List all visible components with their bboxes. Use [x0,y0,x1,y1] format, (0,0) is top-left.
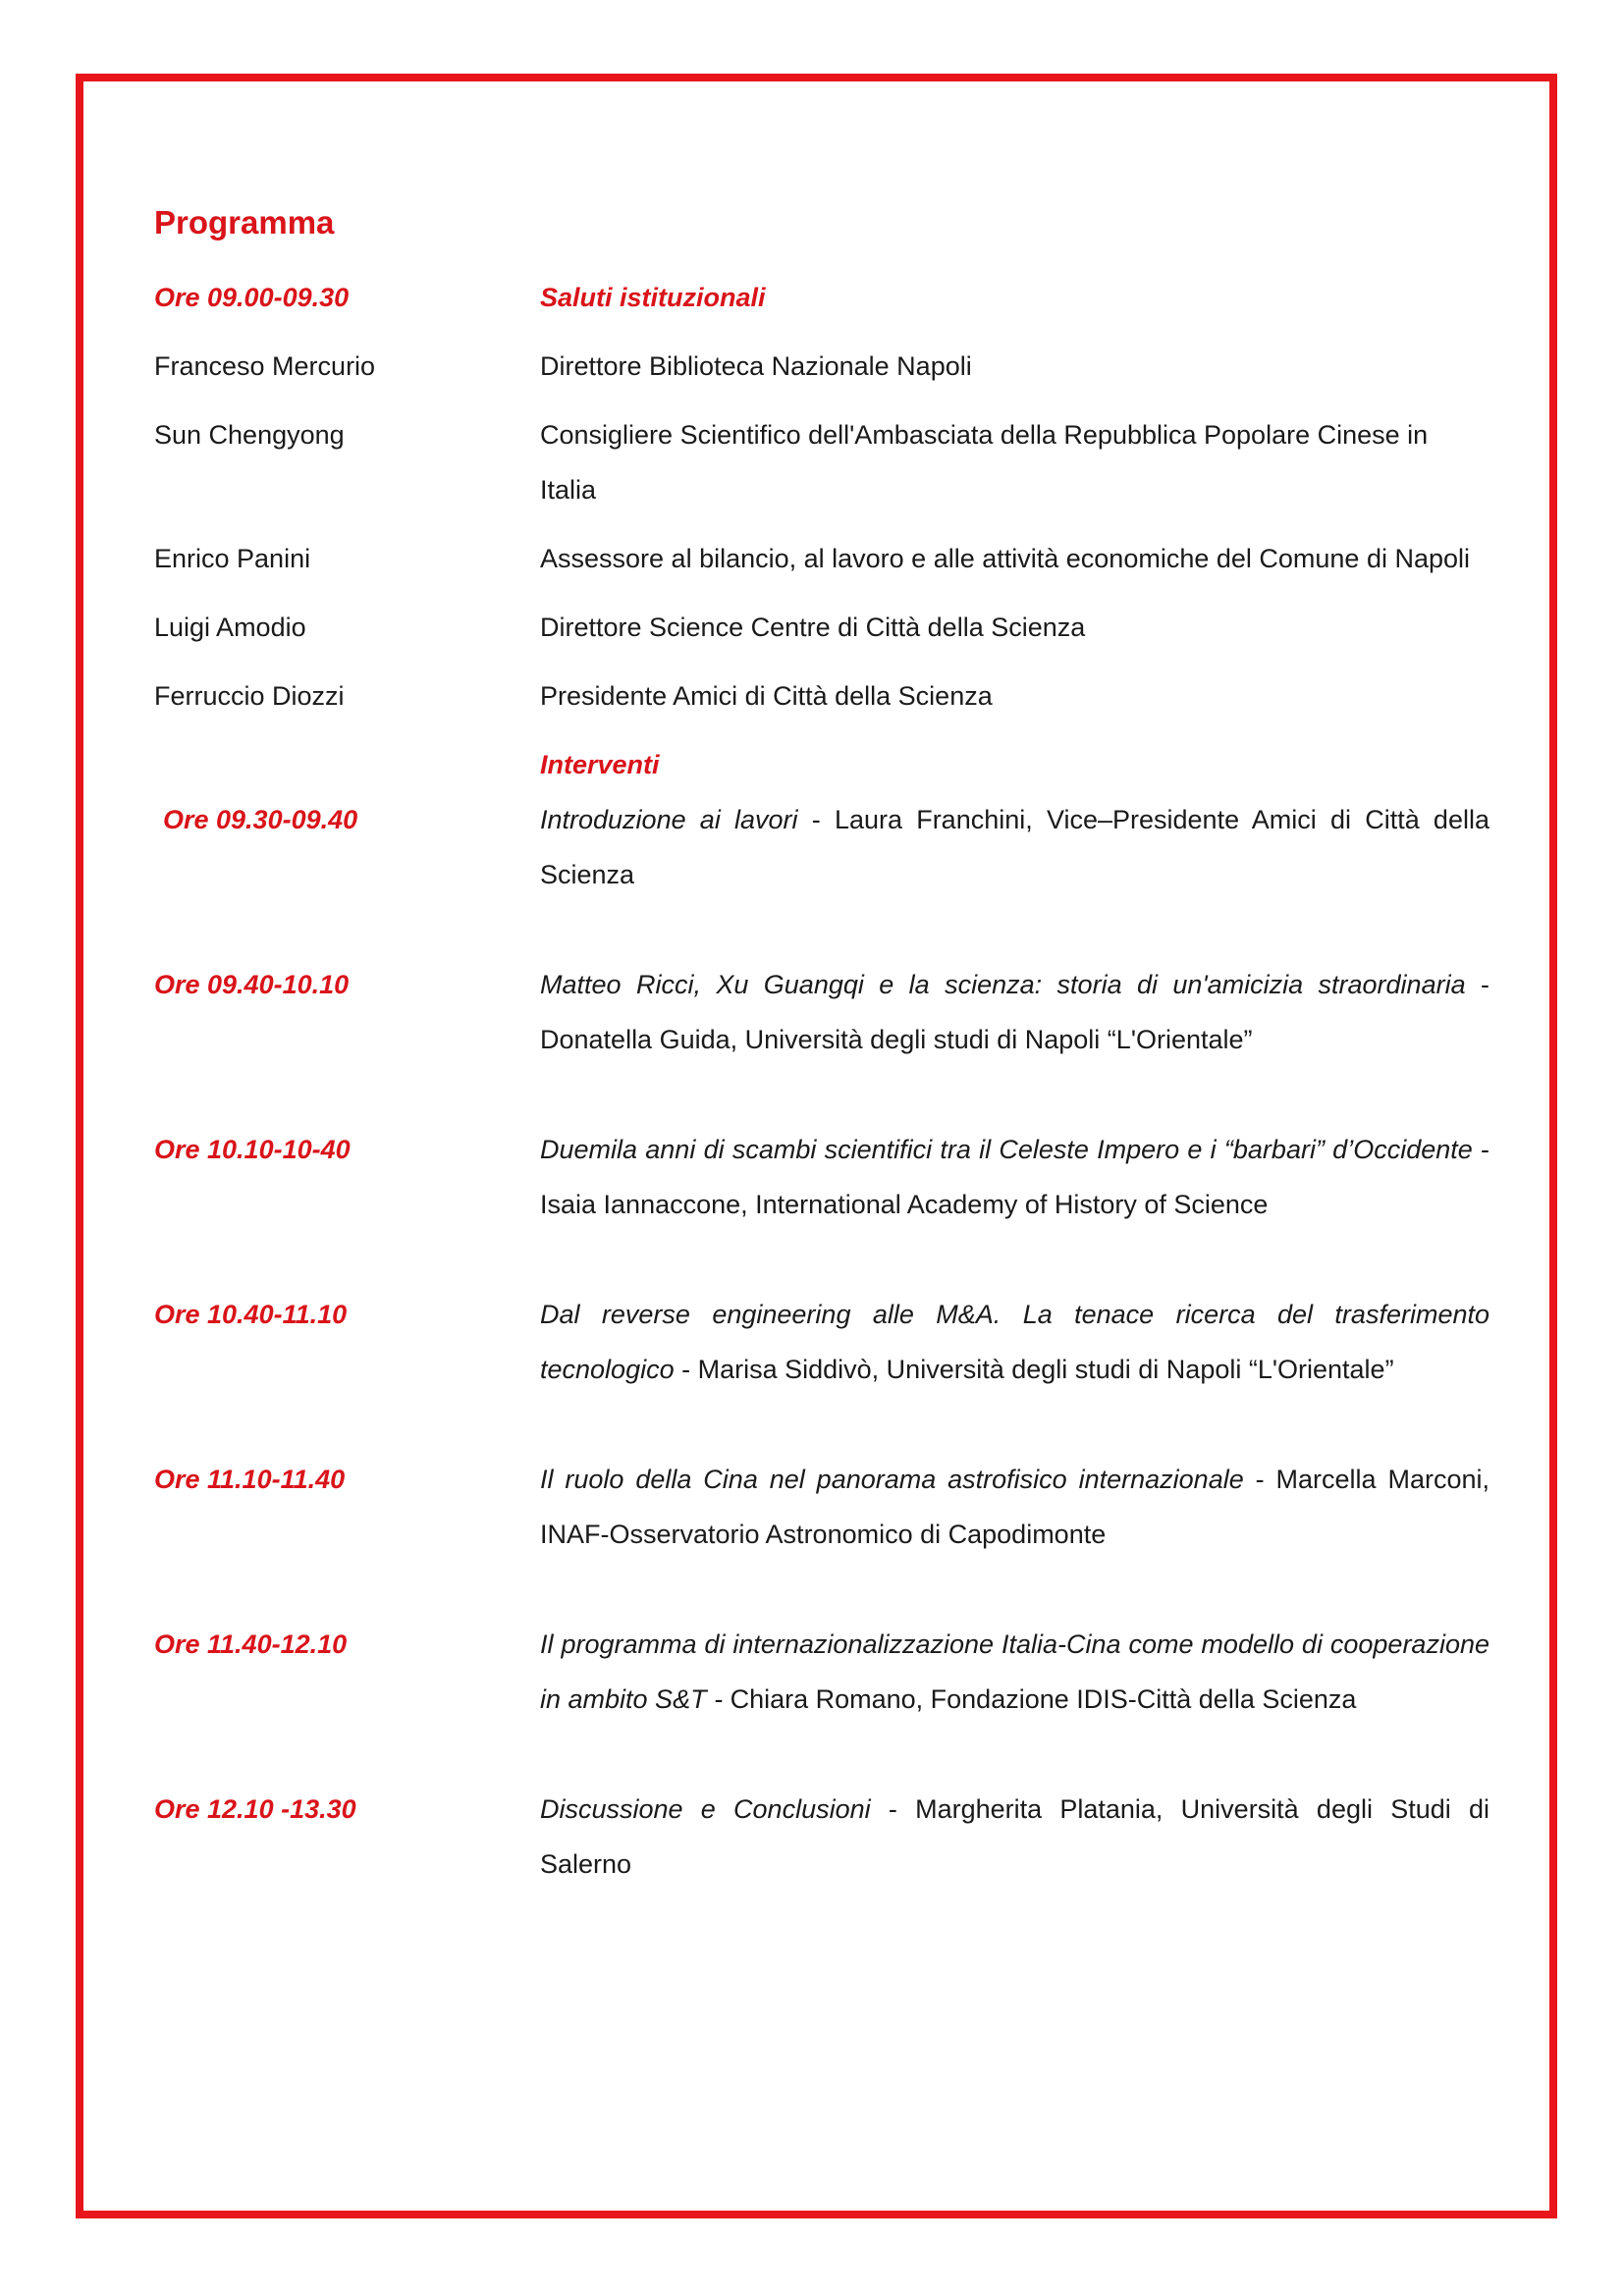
session-description [540,1782,1489,1892]
session-time: Ore 10.40-11.10 [154,1300,348,1329]
saluti-heading: Saluti istituzionali [540,283,766,312]
session-row [154,792,1499,902]
session-topic: Discussione e Conclusioni [540,1794,871,1824]
session-description [540,1122,1489,1232]
speaker-role: Presidente Amici di Città della Scienza [540,681,993,711]
session-description [540,1452,1489,1562]
session-time: Ore 09.30-09.40 [163,805,358,834]
session-speaker: - Marisa Siddivò, Università degli studi di Napoli “L'Orientale” [674,1355,1394,1384]
session-topic: Matteo Ricci, Xu Guangqi e la scienza: storia di un'amicizia straordinaria [540,970,1466,999]
session-topic: Introduzione ai lavori [540,805,798,834]
session-speaker: Chiara Romano, Fondazione IDIS-Città della Scienza [723,1684,1357,1714]
session-speaker: - Donatella Guida, Università degli studi di Napoli “L'Orientale” [540,970,1489,1054]
session-topic: Il ruolo della Cina nel panorama astrofisico internazionale [540,1465,1244,1494]
speaker-name: Enrico Panini [154,544,311,573]
session-speaker: - Marcella Marconi, INAF-Osservatorio Astronomico di Capodimonte [540,1465,1490,1549]
speaker-role: Direttore Biblioteca Nazionale Napoli [540,351,972,381]
speaker-name: Ferruccio Diozzi [154,681,345,711]
session-time: Ore 10.10-10-40 [154,1135,351,1164]
speaker-name: Franceso Mercurio [154,351,376,381]
speaker-role: Direttore Science Centre di Città della Scienza [540,613,1086,642]
interventi-header-row [154,737,1499,792]
session-topic: Duemila anni di scambi scientifici tra il Celeste Impero e i “barbari” d’Occidente [540,1135,1473,1164]
session-row [154,1617,1499,1727]
saluti-header-row [154,270,1499,325]
interventi-heading: Interventi [540,750,660,779]
session-row [154,1782,1499,1892]
speaker-name: Luigi Amodio [154,613,306,642]
session-description [540,957,1489,1067]
speaker-role: Assessore al bilancio, al lavoro e alle attività economiche del Comune di Napoli [540,544,1471,573]
session-time: Ore 12.10 -13.30 [154,1794,356,1824]
programme-content [154,201,1499,1892]
speaker-row [154,531,1499,586]
session-row [154,1287,1499,1397]
session-topic: Dal reverse engineering alle M&A. La tenace ricerca del trasferimento tecnologico [540,1300,1489,1384]
speaker-row [154,668,1499,723]
session-speaker: - Margherita Platania, Università degli Studi di Salerno [540,1794,1489,1879]
session-description [540,1617,1489,1727]
session-speaker: - Laura Franchini, Vice–Presidente Amici di Città della Scienza [540,805,1489,889]
session-topic: Il programma di internazionalizzazione Italia-Cina come modello di cooperazione in ambito S&T - [540,1629,1489,1714]
session-speaker: - Isaia Iannaccone, International Academy of History of Science [540,1135,1489,1219]
page-title: Programma [154,204,335,240]
speaker-row [154,339,1499,394]
speaker-row [154,407,1499,517]
session-row [154,1122,1499,1232]
session-row [154,1452,1499,1562]
session-time: Ore 11.10-11.40 [154,1465,346,1494]
session-time: Ore 09.40-10.10 [154,970,350,999]
session-description [540,1287,1489,1397]
session-row [154,957,1499,1067]
speaker-name: Sun Chengyong [154,420,345,450]
session-description [540,792,1489,902]
session-time: Ore 11.40-12.10 [154,1629,348,1659]
saluti-time: Ore 09.00-09.30 [154,283,350,312]
speaker-row [154,600,1499,655]
speaker-role: Consigliere Scientifico dell'Ambasciata della Repubblica Popolare Cinese in Italia [540,420,1429,505]
